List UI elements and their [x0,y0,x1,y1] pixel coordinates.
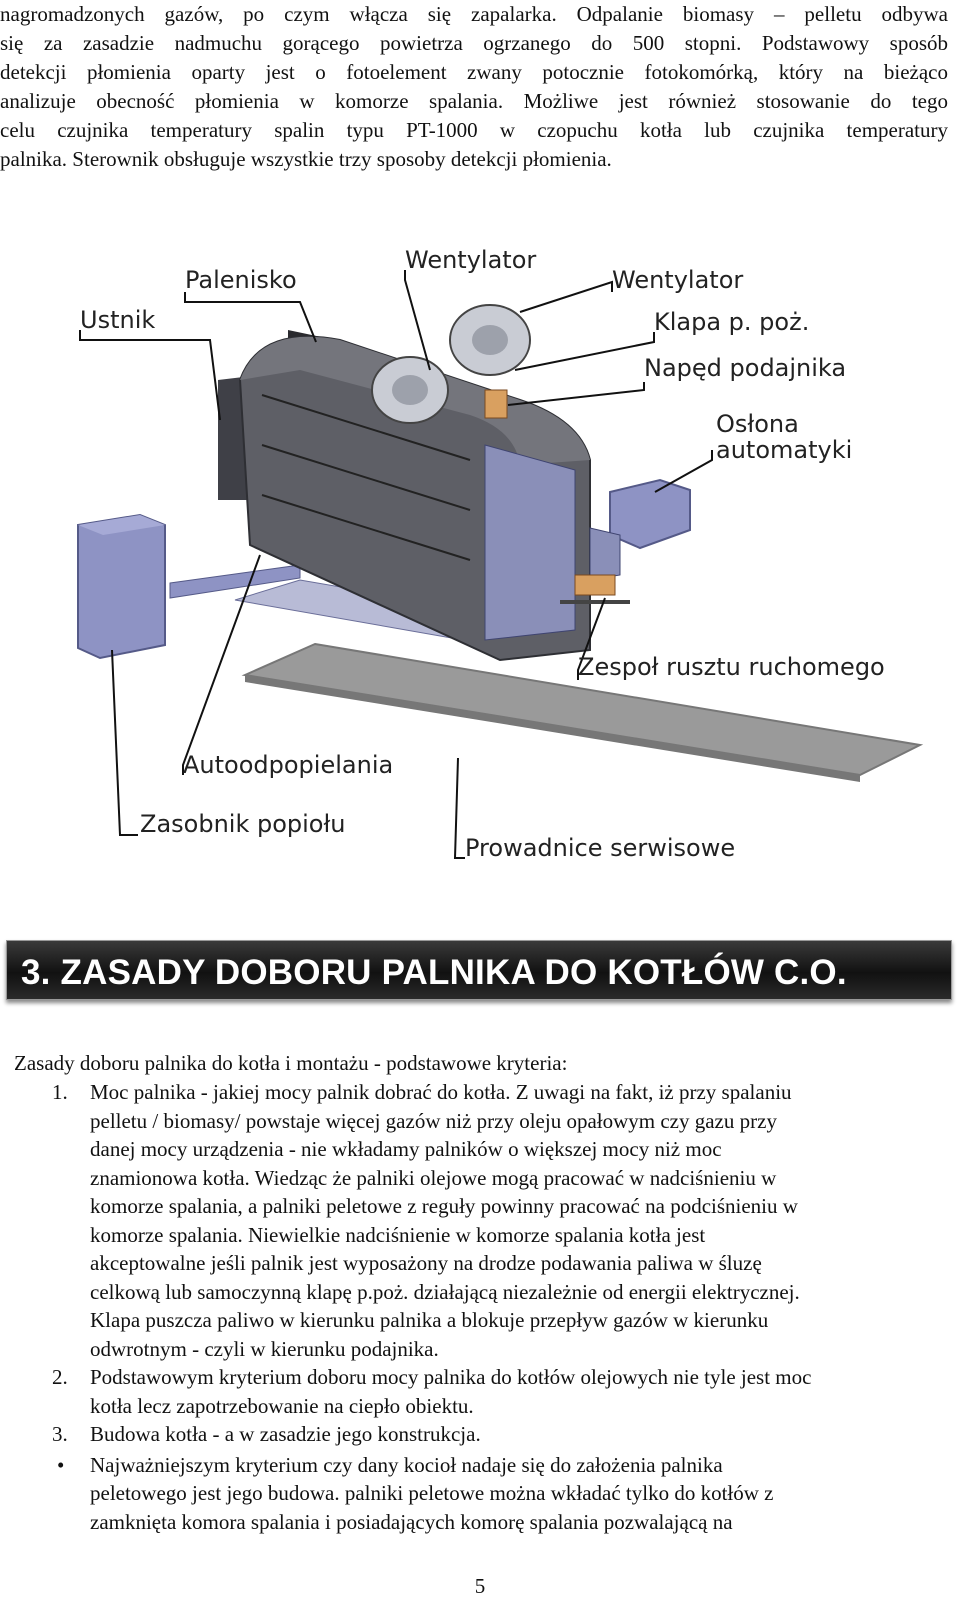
fan-hub [392,375,428,405]
list-line: znamionowa kotła. Wiedząc że palniki olejowe mogą pracować w nadciśnieniu w [90,1165,777,1190]
intro-line: nagromadzonych gazów, po czym włącza się zapalarka. Odpalanie biomasy – pelletu odbywa [0,2,948,26]
leader-zasobnik [112,650,138,835]
list-item [0,1363,940,1420]
section-title: 3. ZASADY DOBORU PALNIKA DO KOTŁÓW C.O. [21,953,847,992]
label-palenisko: Palenisko [185,266,297,294]
list-line: Najważniejszym kryterium czy dany kocioł nadaje się do założenia palnika [90,1452,723,1477]
feeder-drive-shape [485,390,507,418]
label-prowadnice: Prowadnice serwisowe [465,834,736,862]
intro-line: detekcji płomienia oparty jest o fotoelement zwany potocznie fotokomórką, który na bieżąco [0,60,948,84]
list-line: Budowa kotła - a w zasadzie jego konstrukcja. [90,1422,481,1446]
list-item [0,1078,940,1363]
list-line: akceptowalne jeśli palnik jest wyposażony na drodze podawania paliwa w śluzę [90,1251,762,1275]
list-line: komorze spalania, a palniki peletowe z reguły powinny pracować na podciśnieniu w [90,1194,798,1218]
leader-wentylator-1 [405,270,430,370]
list-line: komorze spalania. Niewielkie nadciśnienie w komorze spalania kotła jest [90,1222,706,1247]
list-item [0,1451,940,1537]
list-line: danej mocy urządzenia - nie wkładamy palników o większej mocy niż moc [90,1137,722,1161]
leader-wentylator-2 [520,282,612,312]
label-oslona-1: Osłona [716,410,799,438]
side-panel-shape [485,445,575,640]
intro-paragraph [0,0,948,174]
label-ustnik: Ustnik [80,306,156,334]
list-marker: 2. [52,1365,68,1389]
list-line: peletowego jest jego budowa. palniki peletowe można wkładać tylko do kotłów z [90,1481,774,1505]
label-wentylator-2: Wentylator [612,266,744,294]
leader-naped [508,382,644,405]
burner-illustration [0,230,960,890]
list-line: kotła lecz zapotrzebowanie na ciepło obiektu. [90,1393,474,1418]
label-wentylator-1: Wentylator [405,246,537,274]
list-line: pelletu / biomasy/ powstaje więcej gazów niż przy oleju opałowym czy gazu przy [90,1108,777,1133]
section-header [6,940,952,1000]
criteria-lead: Zasady doboru palnika do kotła i montażu - podstawowe kryteria: [14,1051,568,1075]
automation-cover-shape [610,480,690,548]
intro-line: analizuje obecność płomienia w komorze spalania. Możliwe jest również stosowanie do tego [0,89,948,113]
list-line: Klapa puszcza paliwo w kierunku palnika a blokuje przepływ gazów w kierunku [90,1308,769,1332]
intro-line: palnika. Sterownik obsługuje wszystkie trzy sposoby detekcji płomienia. [0,147,612,171]
label-zespol: Zespoł rusztu ruchomego [578,653,885,681]
list-item [0,1420,940,1449]
list-line: Podstawowym kryterium doboru mocy palnika do kotłów olejowych nie tyle jest moc [90,1365,812,1389]
burner-diagram [0,230,960,890]
fan-hub [472,325,508,355]
grate-shape [575,575,615,595]
label-naped: Napęd podajnika [644,354,847,382]
list-line: zamknięta komora spalania i posiadających komorę spalania pozwalającą na [90,1509,733,1534]
leader-klapa [515,332,654,370]
intro-line: celu czujnika temperatury spalin typu PT-1000 w czopuchu kotła lub czujnika temperatury [0,118,948,142]
label-zasobnik: Zasobnik popiołu [140,810,346,838]
cover-bracket [590,528,620,580]
intro-line: się za zasadzie nadmuchu gorącego powietrza ogrzanego do 500 stopni. Podstawowy sposób [0,31,948,55]
leader-prowadnice [455,758,465,858]
leader-ustnik [80,330,220,420]
list-marker: 3. [52,1422,68,1446]
label-oslona-2: automatyki [716,436,853,464]
list-line: odwrotnym - czyli w kierunku podajnika. [90,1336,439,1361]
page-number: 5 [474,1574,486,1598]
label-autoodpopielania: Autoodpopielania [183,751,394,779]
label-klapa: Klapa p. poż. [654,308,810,336]
criteria-list [0,1078,940,1536]
ash-container-shape [78,515,165,658]
list-marker: 1. [52,1080,68,1104]
bullet-marker: • [57,1452,65,1477]
list-line: celkową lub samoczynną klapę p.poż. działającą niezależnie od energii elektrycznej. [90,1279,800,1304]
list-line: Moc palnika - jakiej mocy palnik dobrać do kotła. Z uwagi na fakt, iż przy spalaniu [90,1080,792,1104]
